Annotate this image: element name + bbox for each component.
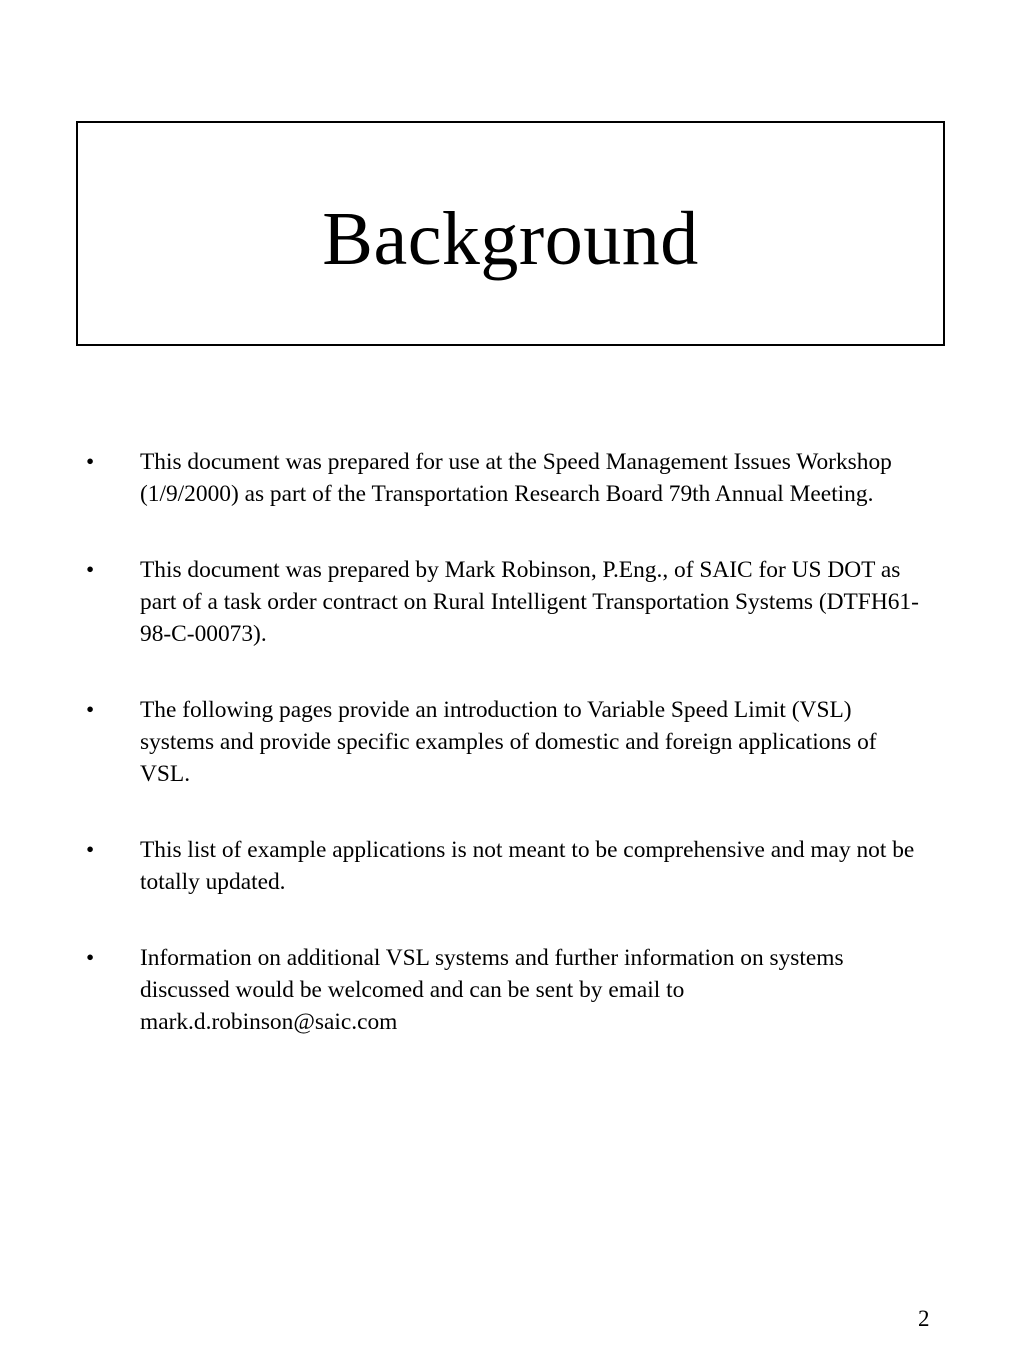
page-number: 2 xyxy=(918,1306,930,1331)
bullet-item xyxy=(84,694,924,790)
bullet-text: This document was prepared by Mark Robinson, P.Eng., of SAIC for US DOT as part of a task order contract on Rural Intelligent Transportation Systems (DTFH61-98-C-00073). xyxy=(140,557,919,647)
bullet-item xyxy=(84,834,924,898)
bullet-item xyxy=(84,942,924,1038)
bullet-text: This document was prepared for use at the Speed Management Issues Workshop (1/9/2000) as part of the Transportation Research Board 79th Annual Meeting. xyxy=(140,449,892,507)
slide-title: Background xyxy=(322,196,699,281)
bullet-icon: • xyxy=(86,945,95,971)
bullet-icon: • xyxy=(86,449,95,475)
bullet-icon: • xyxy=(86,557,95,583)
bullet-text: The following pages provide an introduction to Variable Speed Limit (VSL) systems and provide specific examples of domestic and foreign applications of VSL. xyxy=(140,697,877,787)
bullet-text: Information on additional VSL systems and further information on systems discussed would be welcomed and can be sent by email to mark.d.robinson@saic.com xyxy=(140,945,844,1035)
title-box xyxy=(76,121,945,346)
bullet-text: This list of example applications is not meant to be comprehensive and may not be totally updated. xyxy=(140,837,915,895)
bullet-icon: • xyxy=(86,837,95,863)
bullet-icon: • xyxy=(86,697,95,723)
bullet-item xyxy=(84,554,924,650)
bullet-list xyxy=(84,446,924,1082)
bullet-item xyxy=(84,446,924,510)
